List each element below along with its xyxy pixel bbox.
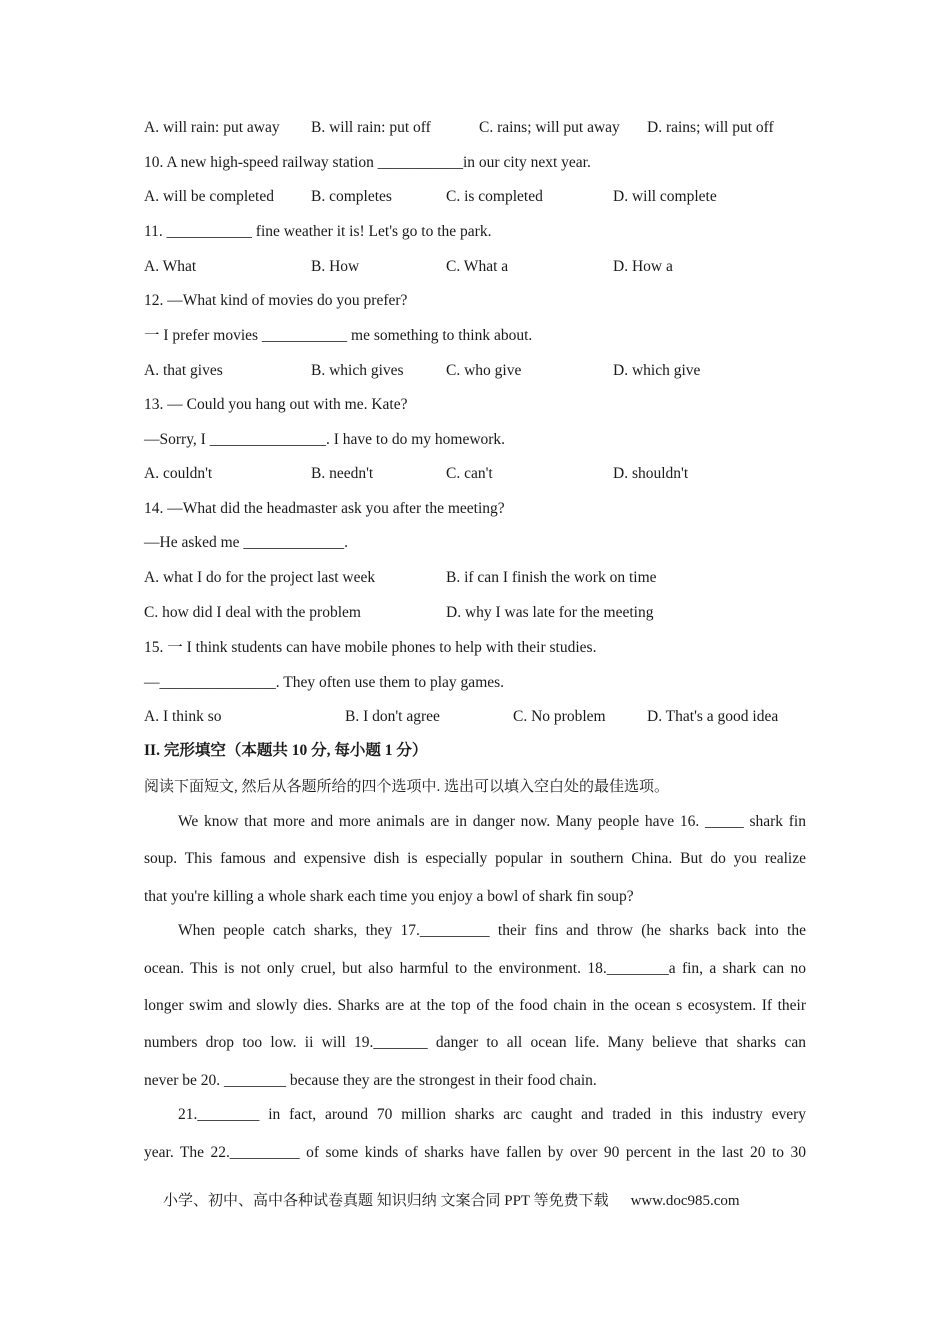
section-heading: II. 完形填空（本题共 10 分, 每小题 1 分） (144, 742, 428, 759)
passage-p2-line3: longer swim and slowly dies. Sharks are at the top of the food chain in the ocean s ecosystem. If their (144, 997, 806, 1014)
q13-option-b: B. needn't (311, 465, 374, 482)
q12-stem: 12. —What kind of movies do you prefer? (144, 292, 408, 309)
q15-option-b: B. I don't agree (345, 708, 440, 725)
passage-p3-line1: 21.________ in fact, around 70 million sharks arc caught and traded in this industry every (178, 1106, 806, 1123)
q13-stem: 13. — Could you hang out with me. Kate? (144, 396, 408, 413)
q14-option-d: D. why I was late for the meeting (446, 604, 654, 621)
q11-option-c: C. What a (446, 258, 509, 275)
q12-reply: 一 I prefer movies ___________ me something to think about. (144, 327, 533, 344)
q10-option-c: C. is completed (446, 188, 543, 205)
q15-option-d: D. That's a good idea (647, 708, 779, 725)
section-instruction: 阅读下面短文, 然后从各题所给的四个选项中. 选出可以填入空白处的最佳选项。 (144, 779, 670, 795)
passage-p2-line5: never be 20. ________ because they are the strongest in their food chain. (144, 1072, 597, 1089)
q11-stem: 11. ___________ fine weather it is! Let's go to the park. (144, 223, 492, 240)
q14-option-c: C. how did I deal with the problem (144, 604, 361, 621)
q12-option-d: D. which give (613, 362, 701, 379)
footer-url[interactable]: www.doc985.com (630, 1193, 740, 1209)
q12-option-a: A. that gives (144, 362, 223, 379)
q9-option-c: C. rains; will put away (479, 119, 620, 136)
q13-option-a: A. couldn't (144, 465, 213, 482)
q9-option-d: D. rains; will put off (647, 119, 774, 136)
q15-option-a: A. I think so (144, 708, 222, 725)
page-footer (163, 1191, 740, 1211)
q10-option-b: B. completes (311, 188, 392, 205)
q13-option-c: C. can't (446, 465, 493, 482)
q11-option-a: A. What (144, 258, 197, 275)
q10-option-a: A. will be completed (144, 188, 274, 205)
passage-p1-line3: that you're killing a whole shark each time you enjoy a bowl of shark fin soup? (144, 888, 634, 905)
q10-stem: 10. A new high-speed railway station ___________in our city next year. (144, 154, 591, 171)
passage-p2-line2: ocean. This is not only cruel, but also harmful to the environment. 18.________a fin, a shark can no (144, 960, 806, 977)
q14-option-a: A. what I do for the project last week (144, 569, 376, 586)
q12-option-b: B. which gives (311, 362, 404, 379)
q15-stem: 15. 一 I think students can have mobile phones to help with their studies. (144, 639, 597, 656)
q13-reply: —Sorry, I _______________. I have to do my homework. (144, 431, 506, 448)
q11-option-b: B. How (311, 258, 360, 275)
q15-reply: —_______________. They often use them to play games. (144, 674, 505, 691)
passage-p1-line1: We know that more and more animals are in danger now. Many people have 16. _____ shark fin (178, 813, 806, 830)
passage-p2-line4: numbers drop too low. ii will 19._______ danger to all ocean life. Many believe that sharks can (144, 1034, 806, 1051)
q12-option-c: C. who give (446, 362, 522, 379)
q11-option-d: D. How a (613, 258, 673, 275)
passage-p1-line2: soup. This famous and expensive dish is especially popular in southern China. But do you realize (144, 850, 806, 867)
q13-option-d: D. shouldn't (613, 465, 689, 482)
q14-stem: 14. —What did the headmaster ask you after the meeting? (144, 500, 505, 517)
q10-option-d: D. will complete (613, 188, 717, 205)
passage-p2-line1: When people catch sharks, they 17._________ their fins and throw (he sharks back into the (178, 922, 806, 939)
q9-option-a: A. will rain: put away (144, 119, 280, 136)
passage-p3-line2: year. The 22._________ of some kinds of sharks have fallen by over 90 percent in the last 20 to 30 (144, 1144, 806, 1161)
footer-text: 小学、初中、高中各种试卷真题 知识归纳 文案合同 PPT 等免费下载 (163, 1193, 609, 1209)
q15-option-c: C. No problem (513, 708, 606, 725)
q9-option-b: B. will rain: put off (311, 119, 431, 136)
q14-reply: —He asked me _____________. (144, 534, 349, 551)
q14-option-b: B. if can I finish the work on time (446, 569, 657, 586)
